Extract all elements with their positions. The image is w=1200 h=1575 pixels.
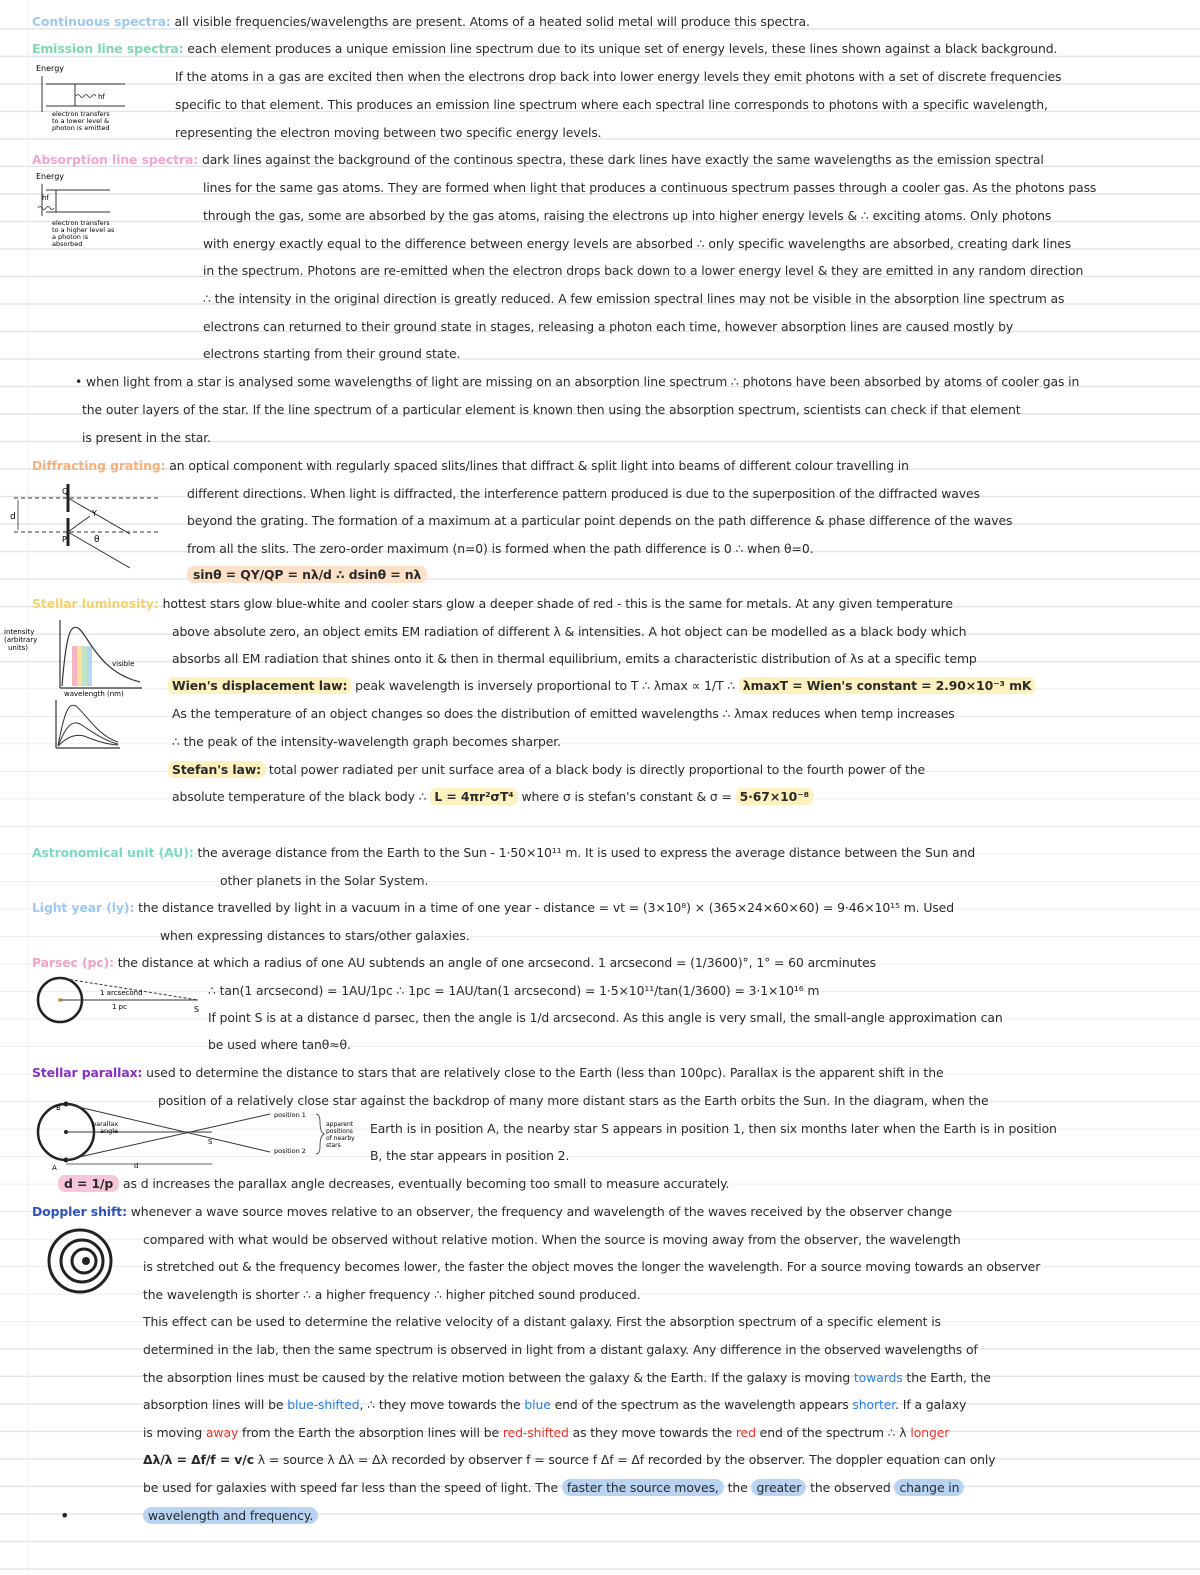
doppler-line-10 <box>143 1452 996 1468</box>
lum-y-label-1: intensity <box>4 628 35 636</box>
grating-line-3: beyond the grating. The formation of a maximum at a particular point depends on the path difference & phase difference of the waves <box>187 513 1013 528</box>
term-emission: Emission line spectra: <box>32 41 184 56</box>
parsec-line-1 <box>32 955 876 971</box>
au-line-2: other planets in the Solar System. <box>220 873 429 888</box>
grating-line-1 <box>32 458 909 474</box>
doppler-text-9a: is moving <box>143 1425 206 1440</box>
absorption-caption-4: absorbed <box>52 240 83 248</box>
doppler-blue-shifted: blue-shifted <box>287 1397 360 1412</box>
doppler-line-9 <box>143 1425 949 1441</box>
stefan-text-2b: where σ is stefan's constant & σ = <box>517 789 736 804</box>
absorption-caption-2: to a higher level as <box>52 226 115 234</box>
parallax-s-label: S <box>208 1138 213 1146</box>
doppler-faster: faster the source moves, <box>562 1479 724 1496</box>
emission-caption-2: to a lower level & <box>52 117 110 125</box>
absorption-line-3: through the gas, some are absorbed by the gas atoms, raising the electrons up into higher energy levels & ∴ exciting atoms. Only photons <box>203 208 1052 223</box>
parallax-angle-label-2: angle <box>100 1127 119 1135</box>
luminosity-text-1: hottest stars glow blue-white and cooler stars glow a deeper shade of red - this is the same for metals. At any given temperature <box>158 596 953 611</box>
grating-formula-text: sinθ = QY/QP = nλ/d ∴ dsinθ = nλ <box>187 566 427 583</box>
grating-d-label: d <box>10 512 16 522</box>
parallax-note-2: positions <box>326 1128 353 1135</box>
grating-p-label: P <box>62 535 67 544</box>
luminosity-line-1 <box>32 596 953 612</box>
doppler-change: change in <box>894 1479 964 1496</box>
emission-line-1 <box>32 41 1057 57</box>
star-bullet-line-3: is present in the star. <box>82 430 211 445</box>
doppler-text-1: whenever a wave source moves relative to an observer, the frequency and wavelength of the waves received by the observer change <box>126 1204 953 1219</box>
emission-line-2: If the atoms in a gas are excited then when the electrons drop back into lower energy levels they emit photons with a set of discrete frequencies <box>175 69 1062 84</box>
luminosity-line-5: As the temperature of an object changes so does the distribution of emitted wavelengths ∴ λmax reduces when temp increases <box>172 706 955 721</box>
ly-line-1 <box>32 900 954 916</box>
stefan-line-2 <box>172 789 813 805</box>
emission-line-4: representing the electron moving between two specific energy levels. <box>175 125 602 140</box>
parsec-s-label: S <box>194 1005 200 1014</box>
parallax-text-5: as d increases the parallax angle decreases, eventually becoming too small to measure accurately. <box>119 1176 730 1191</box>
absorption-line-6: ∴ the intensity in the original direction is greatly reduced. A few emission spectral lines may not be visible in the absorption line spectrum as <box>203 291 1065 306</box>
doppler-line-6: determined in the lab, then the same spectrum is observed in light from a distant galaxy. Any difference in the observed wavelengths of <box>143 1342 978 1357</box>
lum-visible-label: visible <box>112 660 135 668</box>
parsec-text-1: the distance at which a radius of one AU subtends an angle of one arcsecond. 1 arcsecond = (1/3600)°, 1° = 60 arcminutes <box>113 955 876 970</box>
luminosity-diagram <box>2 616 162 756</box>
au-line-1 <box>32 845 975 861</box>
doppler-shorter: shorter <box>852 1397 896 1412</box>
parallax-note-3: of nearby <box>326 1135 355 1142</box>
doppler-blue: blue <box>524 1397 551 1412</box>
term-doppler: Doppler shift: <box>32 1204 127 1219</box>
margin-line <box>28 0 29 1575</box>
ly-text-1: the distance travelled by light in a vacuum in a time of one year - distance = vt = (3×10⁸) × (365×24×60×60) = 9·46×10¹⁵ m. Used <box>134 900 954 915</box>
parsec-line-3: If point S is at a distance d parsec, then the angle is 1/d arcsecond. As this angle is very small, the small-angle approximation can <box>208 1010 1003 1025</box>
doppler-formula: Δλ/λ = Δf/f = v/c <box>143 1452 254 1467</box>
luminosity-line-6: ∴ the peak of the intensity-wavelength graph becomes sharper. <box>172 734 561 749</box>
doppler-text-9c: as they move towards the <box>568 1425 736 1440</box>
parsec-pc-label: 1 pc <box>112 1003 127 1011</box>
stefan-formula: L = 4πr²σT⁴ <box>430 788 517 805</box>
parsec-line-2: ∴ tan(1 arcsecond) = 1AU/1pc ∴ 1pc = 1AU/tan(1 arcsecond) = 1·5×10¹¹/tan(1/3600) = 3·1×10¹⁶ m <box>208 983 820 998</box>
doppler-greater: greater <box>751 1479 806 1496</box>
term-continuous: Continuous spectra: <box>32 14 171 29</box>
wien-line <box>168 678 1035 694</box>
stefan-text-2a: absolute temperature of the black body ∴ <box>172 789 431 804</box>
doppler-text-7a: the absorption lines must be caused by the relative motion between the galaxy & the Earth. If the galaxy is moving <box>143 1370 854 1385</box>
absorption-line-4: with energy exactly equal to the difference between energy levels are absorbed ∴ only specific wavelengths are absorbed, creating dark lines <box>203 236 1072 251</box>
term-luminosity: Stellar luminosity: <box>32 596 159 611</box>
parallax-note-1: apparent <box>326 1121 354 1128</box>
doppler-bullet: • <box>60 1506 70 1525</box>
absorption-energy-label: Energy <box>36 172 65 181</box>
parallax-note-4: stars <box>326 1142 341 1149</box>
emission-energy-label: Energy <box>36 64 65 73</box>
doppler-text-8c: end of the spectrum as the wavelength appears <box>550 1397 853 1412</box>
star-bullet-line-2: the outer layers of the star. If the line spectrum of a particular element is known then using the absorption spectrum, scientists can check if that element <box>82 402 1021 417</box>
doppler-line-7 <box>143 1370 991 1386</box>
continuous-text: all visible frequencies/wavelengths are present. Atoms of a heated solid metal will produce this spectra. <box>170 14 810 29</box>
doppler-text-10: λ = source λ Δλ = Δλ recorded by observer f = source f Δf = Δf recorded by the observer. The doppler equation can only <box>253 1452 996 1467</box>
wien-text: peak wavelength is inversely proportional to T ∴ λmax ∝ 1/T ∴ <box>351 678 739 693</box>
stefan-text: total power radiated per unit surface area of a black body is directly proportional to the fourth power of the <box>265 762 925 777</box>
absorption-line-1 <box>32 152 1044 168</box>
doppler-text-8d: . If a galaxy <box>895 1397 967 1412</box>
lum-x-label: wavelength (nm) <box>64 690 124 698</box>
luminosity-line-2: above absolute zero, an object emits EM radiation of different λ & intensities. A hot object can be modelled as a black body which <box>172 624 967 639</box>
doppler-line-3: is stretched out & the frequency becomes lower, the faster the object moves the longer the wavelength. For a source moving towards an observer <box>143 1259 1041 1274</box>
absorption-caption-1: electron transfers <box>52 219 110 227</box>
emission-caption-3: photon is emitted <box>52 124 110 132</box>
grating-line-2: different directions. When light is diffracted, the interference pattern produced is due to the superposition of the diffracted waves <box>187 486 980 501</box>
doppler-line-12 <box>143 1508 318 1524</box>
doppler-text-8b: , ∴ they move towards the <box>359 1397 525 1412</box>
stefan-line <box>168 762 925 778</box>
stefan-term: Stefan's law: <box>168 761 265 778</box>
term-au: Astronomical unit (AU): <box>32 845 194 860</box>
doppler-diagram <box>42 1226 118 1296</box>
term-grating: Diffracting grating: <box>32 458 166 473</box>
absorption-line-7: electrons can returned to their ground state in stages, releasing a photon each time, however absorption lines are caused mostly by <box>203 319 1014 334</box>
parallax-line-2: position of a relatively close star against the backdrop of many more distant stars as the Earth orbits the Sun. In the diagram, when the <box>158 1093 989 1108</box>
parsec-diagram <box>30 972 210 1030</box>
doppler-red-shifted: red-shifted <box>502 1425 569 1440</box>
parallax-formula-line <box>58 1176 729 1192</box>
absorption-line-8: electrons starting from their ground state. <box>203 346 461 361</box>
grating-y-label: Y <box>92 509 97 518</box>
doppler-text-12: wavelength and frequency. <box>143 1507 318 1524</box>
stefan-constant: 5·67×10⁻⁸ <box>736 788 813 805</box>
doppler-text-11a: be used for galaxies with speed far less than the speed of light. The <box>143 1480 562 1495</box>
doppler-text-9b: from the Earth the absorption lines will be <box>238 1425 503 1440</box>
absorption-hf-label: hf <box>42 194 49 202</box>
grating-text-1: an optical component with regularly spaced slits/lines that diffract & split light into beams of different colour travelling in <box>165 458 909 473</box>
emission-hf-label: hf <box>98 93 105 101</box>
doppler-line-5: This effect can be used to determine the relative velocity of a distant galaxy. First the absorption spectrum of a specific element is <box>143 1314 941 1329</box>
doppler-line-2: compared with what would be observed without relative motion. When the source is moving away from the observer, the wavelength <box>143 1232 961 1247</box>
term-parallax: Stellar parallax: <box>32 1065 143 1080</box>
doppler-line-11 <box>143 1480 964 1496</box>
emission-caption-1: electron transfers <box>52 110 110 118</box>
grating-q-label: Q <box>62 487 69 496</box>
absorption-caption-3: a photon is <box>52 233 89 241</box>
doppler-away: away <box>205 1425 239 1440</box>
parallax-d-label: d <box>134 1162 139 1170</box>
parallax-position-1: position 1 <box>274 1111 306 1119</box>
doppler-longer: longer <box>910 1425 950 1440</box>
parallax-formula: d = 1/p <box>58 1175 119 1192</box>
term-absorption: Absorption line spectra: <box>32 152 199 167</box>
au-text-1: the average distance from the Earth to the Sun - 1·50×10¹¹ m. It is used to express the average distance between the Sun and <box>193 845 976 860</box>
parallax-diagram <box>30 1100 370 1174</box>
parallax-position-2: position 2 <box>274 1147 306 1155</box>
absorption-line-5: in the spectrum. Photons are re-emitted when the electron drops back down to a lower energy level & they are emitted in any random direction <box>203 263 1084 278</box>
parsec-line-4: be used where tanθ≈θ. <box>208 1037 351 1052</box>
parsec-arc-label: 1 arcsecond <box>100 989 143 997</box>
doppler-text-7b: the Earth, the <box>902 1370 991 1385</box>
grating-line-4: from all the slits. The zero-order maximum (n=0) is formed when the path difference is 0 ∴ when θ=0. <box>187 541 814 556</box>
doppler-red: red <box>735 1425 756 1440</box>
absorption-line-2: lines for the same gas atoms. They are formed when light that produces a continuous spectrum passes through a cooler gas. As the photons pass <box>203 180 1097 195</box>
doppler-line-1 <box>32 1204 952 1220</box>
doppler-towards: towards <box>853 1370 903 1385</box>
grating-diagram <box>10 476 170 580</box>
lum-y-label-3: units) <box>8 644 28 652</box>
parallax-line-4: B, the star appears in position 2. <box>370 1148 570 1163</box>
parallax-line-3: Earth is in position A, the nearby star S appears in position 1, then six months later when the Earth is in position <box>370 1121 1057 1136</box>
lum-y-label-2: (arbitrary <box>4 636 38 644</box>
doppler-text-11b: the <box>723 1480 752 1495</box>
wien-term: Wien's displacement law: <box>168 677 351 694</box>
doppler-line-8 <box>143 1397 966 1413</box>
luminosity-line-3: absorbs all EM radiation that shines onto it & then in thermal equilibrium, emits a characteristic distribution of λs at a specific temp <box>172 651 977 666</box>
emission-text-1: each element produces a unique emission line spectrum due to its unique set of energy levels, these lines shown against a black background. <box>183 41 1058 56</box>
star-bullet-line-1: • when light from a star is analysed some wavelengths of light are missing on an absorption line spectrum ∴ photons have been absorbed by atoms of cooler gas in <box>75 374 1080 389</box>
parallax-angle-label-1: parallax <box>92 1120 119 1128</box>
grating-theta-label: θ <box>94 535 100 545</box>
doppler-text-9d: end of the spectrum ∴ λ <box>755 1425 911 1440</box>
emission-line-3: specific to that element. This produces an emission line spectrum where each spectral line corresponds to photons with a specific wavelength, <box>175 97 1048 112</box>
doppler-line-4: the wavelength is shorter ∴ a higher frequency ∴ higher pitched sound produced. <box>143 1287 641 1302</box>
term-parsec: Parsec (pc): <box>32 955 114 970</box>
doppler-text-8a: absorption lines will be <box>143 1397 288 1412</box>
absorption-diagram <box>30 170 150 254</box>
ly-line-2: when expressing distances to stars/other galaxies. <box>160 928 470 943</box>
grating-formula <box>187 567 427 583</box>
continuous-line <box>32 14 810 30</box>
term-ly: Light year (ly): <box>32 900 135 915</box>
parallax-text-1: used to determine the distance to stars that are relatively close to the Earth (less than 100pc). Parallax is the apparent shift in the <box>142 1065 944 1080</box>
parallax-line-1 <box>32 1065 943 1081</box>
parallax-a-label: A <box>52 1164 57 1172</box>
doppler-text-11c: the observed <box>806 1480 895 1495</box>
absorption-text-1: dark lines against the background of the continous spectra, these dark lines have exactly the same wavelengths as the emission spectral <box>198 152 1044 167</box>
parallax-b-label: B <box>56 1104 61 1112</box>
emission-diagram <box>30 62 150 134</box>
wien-formula: λmaxT = Wien's constant = 2.90×10⁻³ mK <box>739 677 1035 694</box>
